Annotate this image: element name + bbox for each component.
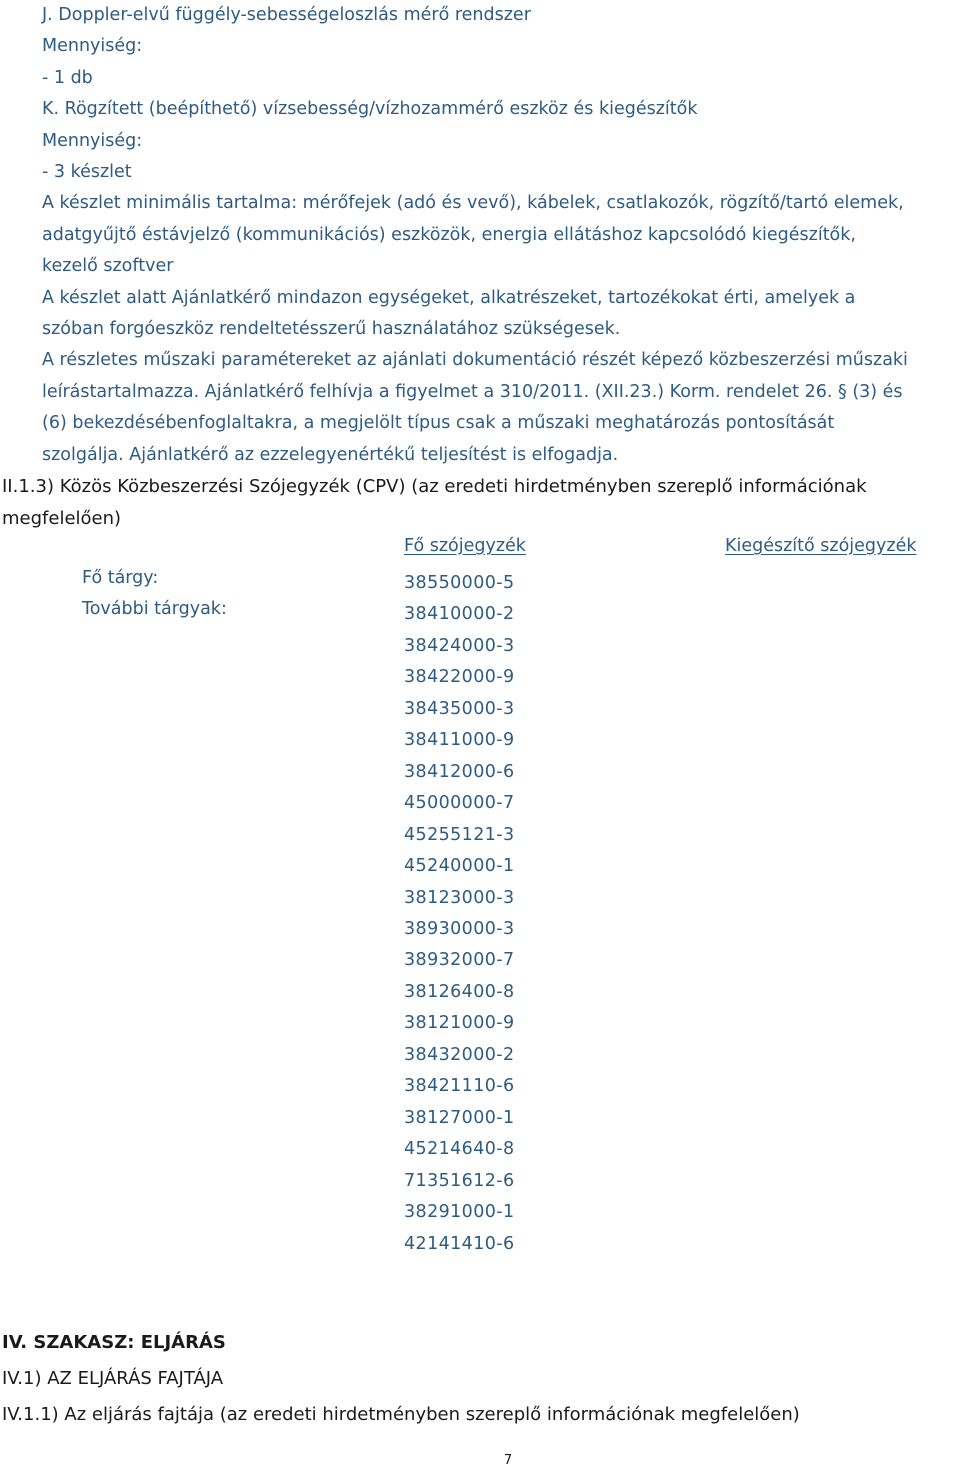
cpv-code: 45000000-7 [404, 793, 515, 814]
technical-params-line-1: A részletes műszaki paramétereket az ajánlati dokumentáció részét képező közbeszerzési műszaki [42, 350, 908, 371]
cpv-code: 38432000-2 [404, 1044, 515, 1065]
item-j-quantity-value: - 1 db [42, 67, 93, 88]
cpv-code: 38121000-9 [404, 1013, 515, 1034]
cpv-code: 38412000-6 [404, 761, 515, 782]
cpv-code: 45255121-3 [404, 824, 515, 845]
technical-params-line-2: leírástartalmazza. Ajánlatkérő felhívja a figyelmet a 310/2011. (XII.23.) Korm. rendelet 26. § (3) és [42, 381, 903, 402]
item-k-quantity-value: - 3 készlet [42, 162, 132, 183]
cpv-code: 38422000-9 [404, 667, 515, 688]
section-iv-title: IV. SZAKASZ: ELJÁRÁS [2, 1332, 226, 1353]
item-j-quantity-label: Mennyiség: [42, 36, 143, 57]
page-number: 7 [503, 1453, 513, 1468]
cpv-code: 38421110-6 [404, 1076, 515, 1097]
additional-subjects-label: További tárgyak: [82, 599, 227, 619]
item-j-title: J. Doppler-elvű függély-sebességeloszlás mérő rendszer [42, 5, 531, 25]
cpv-heading-line-1: II.1.3) Közös Közbeszerzési Szójegyzék (CPV) (az eredeti hirdetményben szereplő információnak [2, 476, 867, 497]
kit-contents-line-1: A készlet minimális tartalma: mérőfejek (adó és vevő), kábelek, csatlakozók, rögzítő/tartó elemek, [42, 193, 904, 214]
kit-contents-line-3: kezelő szoftver [42, 256, 174, 277]
cpv-code-list [404, 568, 515, 1260]
cpv-code: 45240000-1 [404, 856, 515, 877]
cpv-code: 38123000-3 [404, 887, 515, 908]
equipment-description [42, 0, 958, 471]
cpv-code: 38424000-3 [404, 635, 515, 656]
item-k-quantity-label: Mennyiség: [42, 130, 143, 151]
kit-definition-line-1: A készlet alatt Ajánlatkérő mindazon egységeket, alkatrészeket, tartozékokat érti, amelyek a [42, 287, 856, 308]
cpv-code: 38411000-9 [404, 730, 515, 751]
cpv-code: 42141410-6 [404, 1233, 515, 1254]
cpv-code: 38410000-2 [404, 604, 515, 625]
cpv-code: 38291000-1 [404, 1202, 515, 1223]
cpv-section-heading [2, 471, 942, 535]
cpv-code: 45214640-8 [404, 1139, 515, 1160]
cpv-code: 38127000-1 [404, 1107, 515, 1128]
cpv-heading-line-2: megfelelően) [2, 508, 122, 529]
cpv-code: 38550000-5 [404, 573, 515, 593]
main-vocabulary-header: Fő szójegyzék [404, 536, 526, 556]
supplementary-vocabulary-header: Kiegészítő szójegyzék [725, 536, 917, 556]
cpv-code: 38126400-8 [404, 981, 515, 1002]
cpv-code: 38435000-3 [404, 698, 515, 719]
section-iv-1-subtitle: IV.1) AZ ELJÁRÁS FAJTÁJA [2, 1368, 224, 1389]
main-subject-label: Fő tárgy: [82, 568, 159, 588]
kit-contents-line-2: adatgyűjtő éstávjelző (kommunikációs) eszközök, energia ellátáshoz kapcsolódó kiegészítők, [42, 224, 856, 245]
cpv-code: 38930000-3 [404, 918, 515, 939]
item-k-title: K. Rögzített (beépíthető) vízsebesség/vízhozammérő eszköz és kiegészítők [42, 99, 698, 120]
kit-definition-line-2: szóban forgóeszköz rendeltetésszerű használatához szükségesek. [42, 319, 621, 340]
technical-params-line-4: szolgálja. Ajánlatkérő az ezzelegyenértékű teljesítést is elfogadja. [42, 444, 619, 465]
cpv-code: 38932000-7 [404, 950, 515, 971]
technical-params-line-3: (6) bekezdésébenfoglaltakra, a megjelölt típus csak a műszaki meghatározás pontosítását [42, 413, 835, 434]
section-iv-1-1-item: IV.1.1) Az eljárás fajtája (az eredeti hirdetményben szereplő információnak megfelelően) [2, 1404, 800, 1425]
cpv-code: 71351612-6 [404, 1170, 515, 1191]
